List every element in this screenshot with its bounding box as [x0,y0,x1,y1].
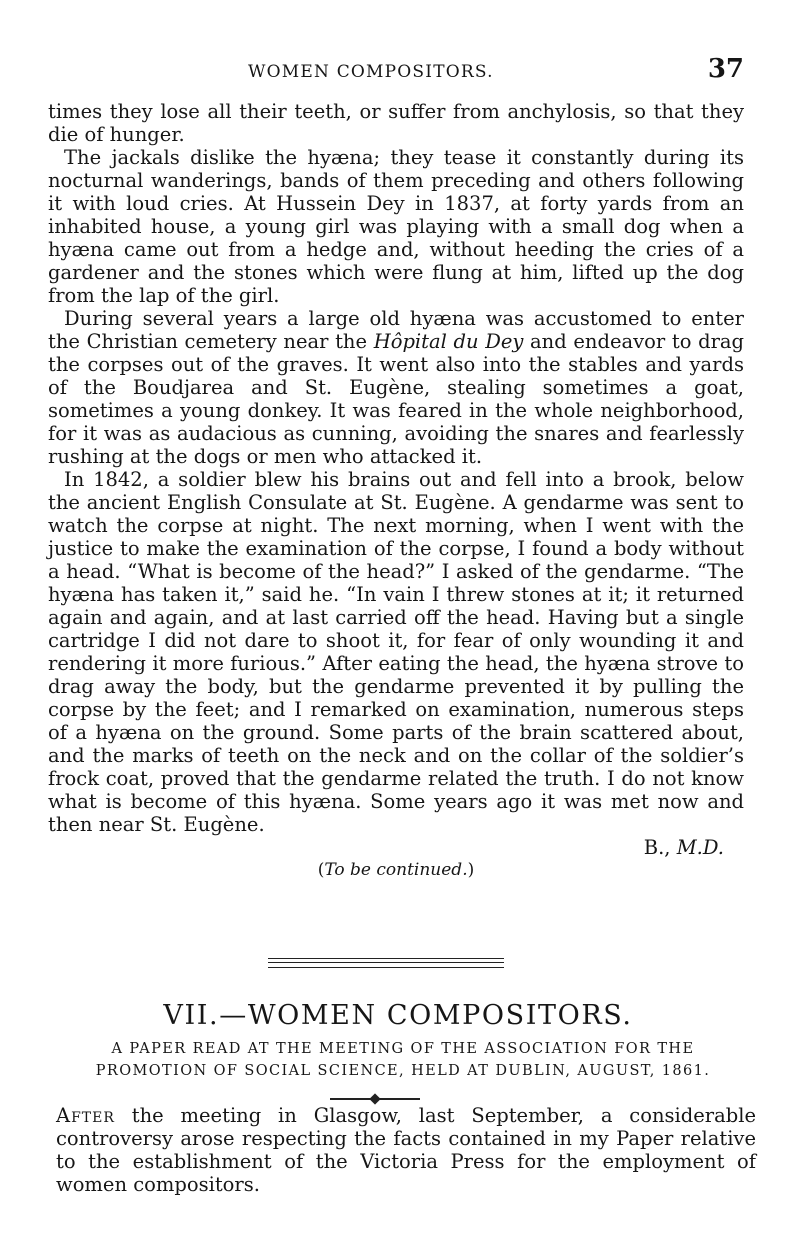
section-paragraph-1-text: the meeting in Glasgow, last September, a considerable controversy arose respecting the facts contained in my Paper relative to the establishment of the Victoria Press for the employment of women compositors. [56,1104,756,1196]
page-number: 37 [707,54,744,84]
section-rule-top [268,958,504,959]
hopital-du-dey: Hôpital du Dey [373,330,524,353]
section-subtitle [48,1038,758,1082]
signature-degree: M.D. [676,836,724,859]
section-rule-middle [268,962,504,963]
continued-text: To be continued. [324,860,468,880]
paragraph-3 [48,307,744,468]
subtitle-line-2: PROMOTION OF SOCIAL SCIENCE, HELD AT DUBLIN, AUGUST, 1861. [95,1063,711,1079]
divider-diamond-icon [369,1093,380,1104]
continued-close-paren: ) [467,860,475,880]
signature-initial: B., [643,836,671,859]
running-head [48,54,748,88]
paragraph-3-start: During several years a large old hyæna was accustomed to enter the Christian cemetery near the [48,307,744,353]
opening-word: After [56,1104,115,1127]
signature [48,836,744,859]
to-be-continued [48,859,744,882]
continued-open-paren: ( [317,860,325,880]
paragraph-4: In 1842, a soldier blew his brains out and fell into a brook, below the ancient English Consulate at St. Eugène. A gendarme was sent to watch the corpse at night. The next morning, when I went with the justice to make the examination of the corpse, I found a body without a head. “What is become of the head?” I asked of the gendarme. “The hyæna has taken it,” said he. “In vain I threw stones at it; it returned again and again, and at last carried off the head. Having but a single cartridge I did not dare to shoot it, for fear of only wounding it and rendering it more furious.” After eating the head, the hyæna strove to drag away the body, but the gendarme prevented it by pulling the corpse by the feet; and I remarked on examination, numerous steps of a hyæna on the ground. Some parts of the brain scattered about, and the marks of teeth on the neck and on the collar of the soldier’s frock coat, proved that the gendarme related the truth. I do not know what is become of this hyæna. Some years ago it was met now and then near St. Eugène. [48,468,744,836]
paragraph-3-end: and endeavor to drag the corpses out of the graves. It went also into the stables and yards of the Boudjarea and St. Eugène, stealing sometimes a goat, sometimes a young donkey. It was feared in the whole neighborhood, for it was as audacious as cunning, avoiding the snares and fearlessly rushing at the dogs or men who attacked it. [48,330,744,468]
section-title: VII.—WOMEN COMPOSITORS. [163,1000,633,1031]
section-body [56,1104,756,1196]
paragraph-1: times they lose all their teeth, or suffer from anchylosis, so that they die of hunger. [48,100,744,146]
paragraph-2: The jackals dislike the hyæna; they tease it constantly during its nocturnal wanderings, bands of them preceding and others following it with loud cries. At Hussein Dey in 1837, at forty yards from an inhabited house, a young girl was playing with a small dog when a hyæna came out from a hedge and, without heeding the cries of a gardener and the stones which were flung at him, lifted up the dog from the lap of the girl. [48,146,744,307]
running-title: WOMEN COMPOSITORS. [248,62,494,82]
section-paragraph-1 [56,1104,756,1196]
article-body [48,100,744,882]
section-rule-bottom [268,967,504,968]
subtitle-line-1: A PAPER READ AT THE MEETING OF THE ASSOCIATION FOR THE [111,1041,695,1057]
